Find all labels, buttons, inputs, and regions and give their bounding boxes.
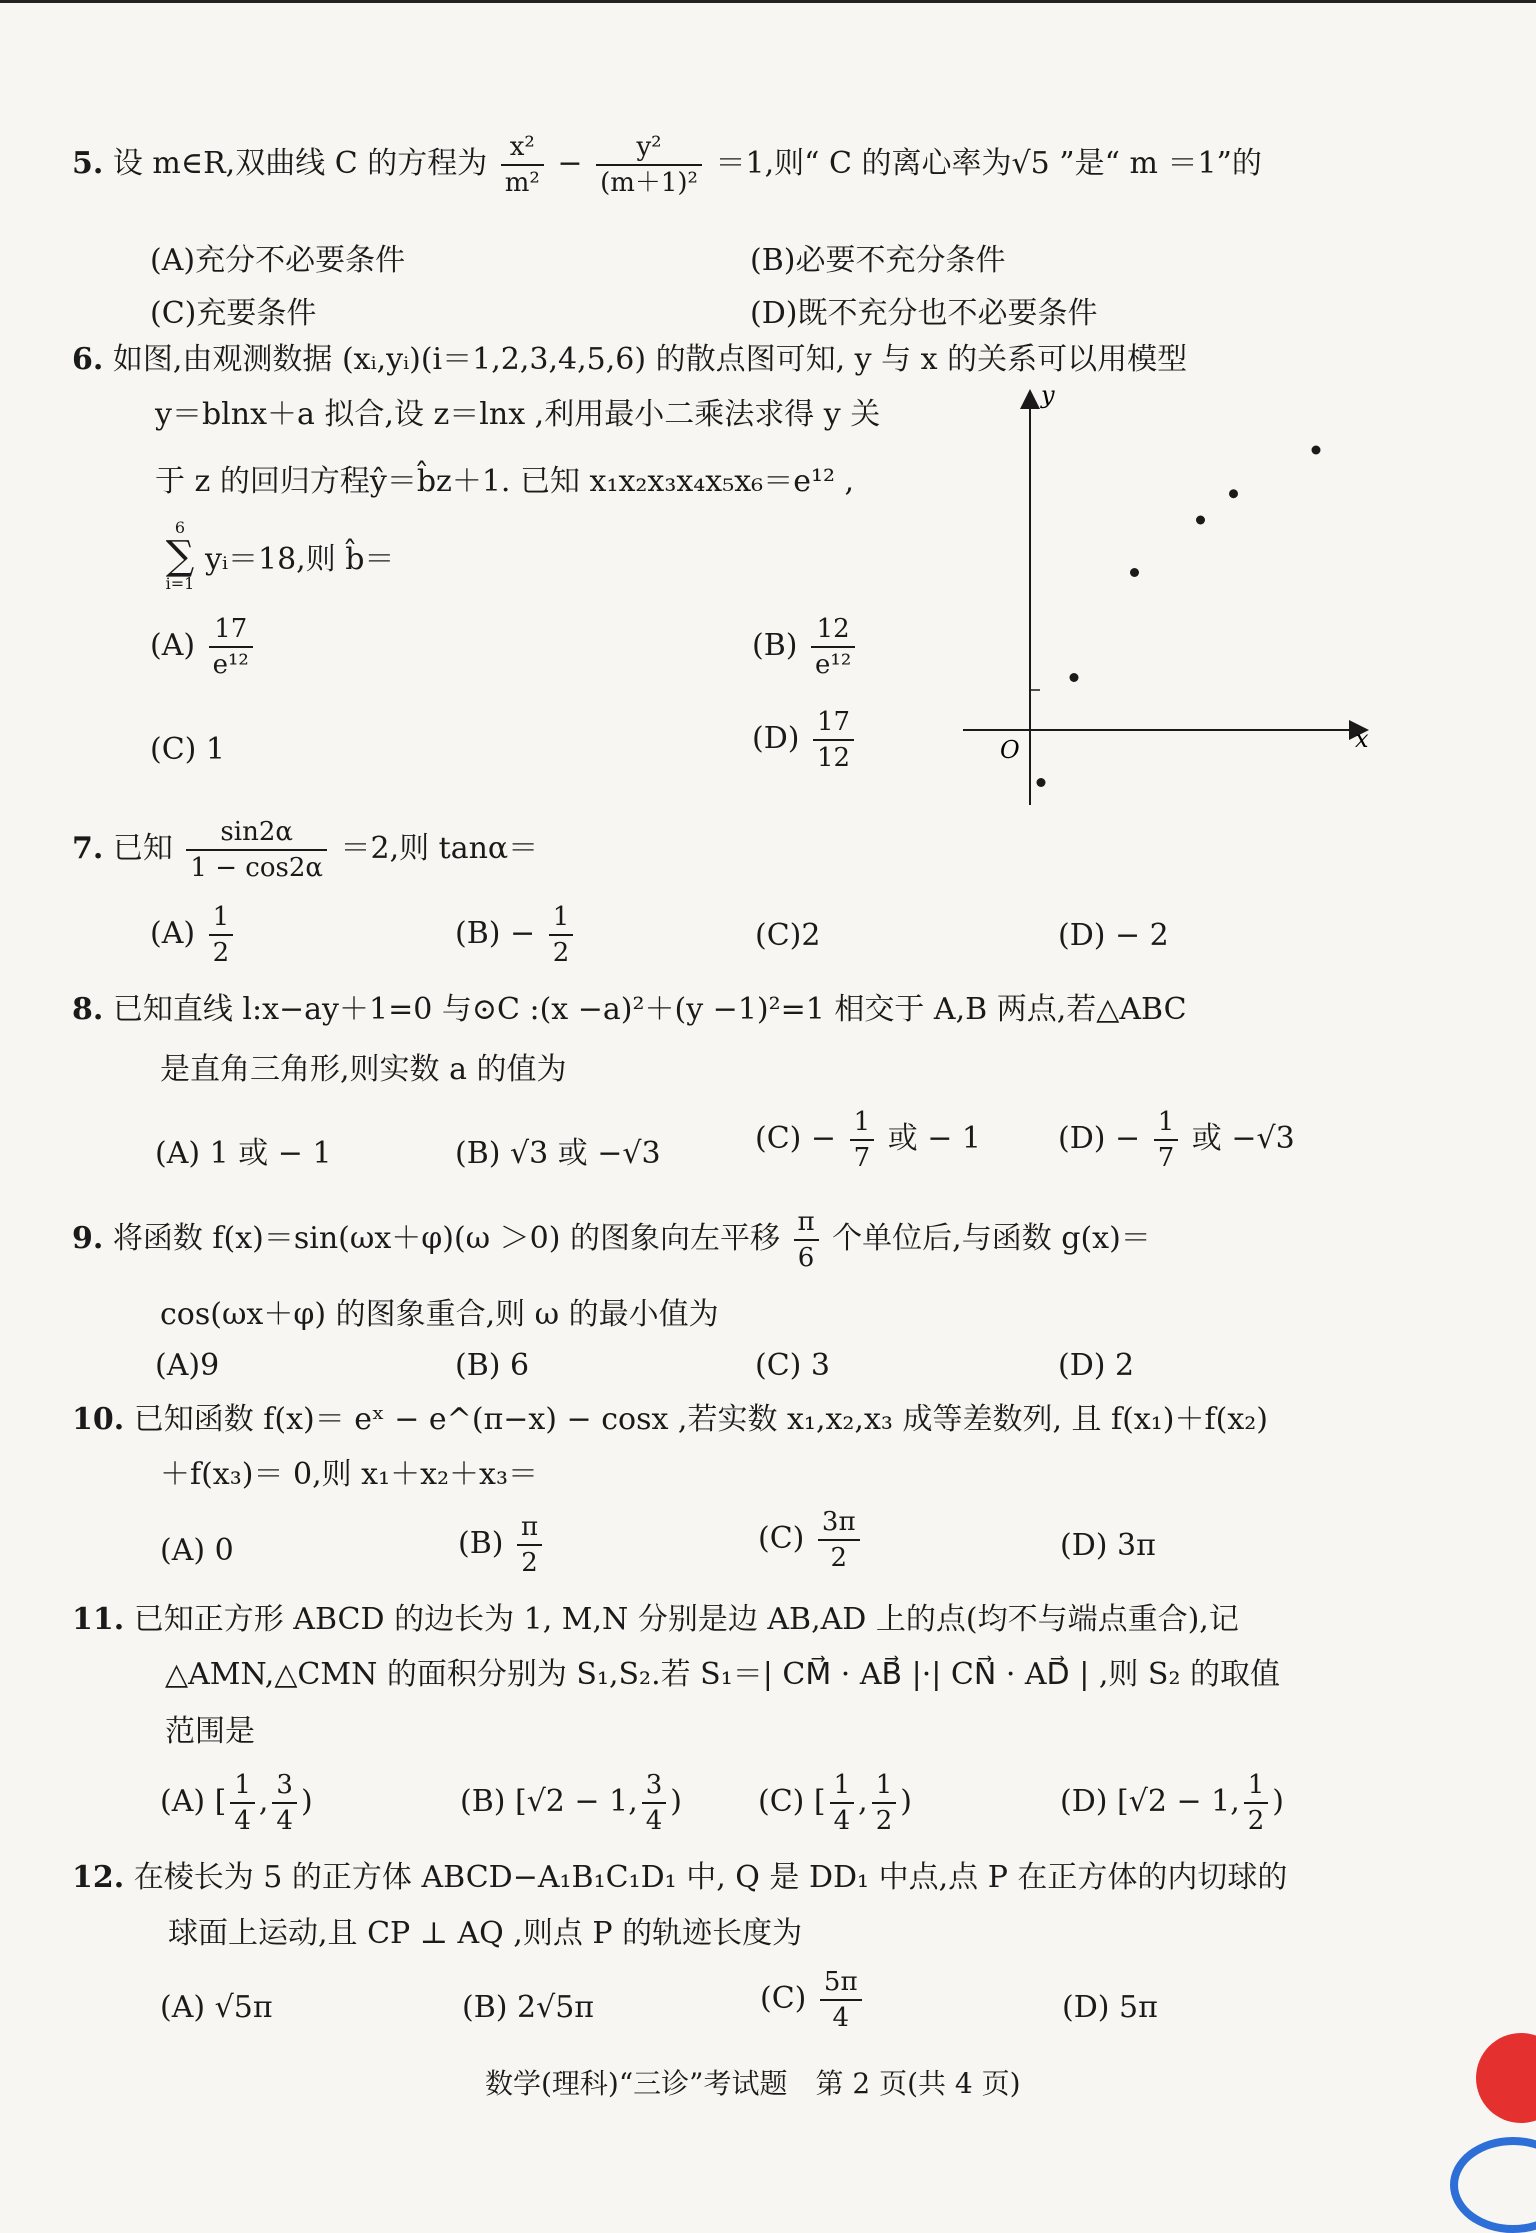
q9-option-b: (B) 6: [455, 1348, 530, 1383]
q7-fraction: $\frac{\sin 2\alpha}{1 - \cos 2\alpha}$: [186, 815, 327, 885]
q11-line-2: △AMN,△CMN 的面积分别为 S₁,S₂.若 S₁＝| CM⃗ · AB⃗ |·| CN⃗ · AD⃗ | ,则 S₂ 的取值: [165, 1657, 1281, 1692]
q5-option-a: (A)充分不必要条件: [150, 243, 406, 278]
q10-line-2: ＋f(x₃)＝ 0,则 x₁＋x₂＋x₃＝: [160, 1457, 538, 1492]
q10-option-d: (D) 3π: [1060, 1528, 1156, 1563]
q7-option-b: (B) − $\frac{1}{2}$: [455, 900, 577, 970]
summation: [160, 520, 200, 592]
question-number: 8.: [72, 992, 104, 1027]
q10-option-a: (A) 0: [160, 1533, 234, 1568]
q11-option-d: (D) [√2 − 1, $\frac{1}{2}$ ): [1060, 1770, 1285, 1836]
scatter-point: [1229, 489, 1238, 498]
question-number: 7.: [72, 831, 104, 866]
q9-line-1b: 个单位后,与函数 g(x)＝: [832, 1221, 1151, 1256]
q11-option-b: (B) [√2 − 1, $\frac{3}{4}$ ): [460, 1770, 682, 1836]
scatter-point: [1312, 446, 1321, 455]
q5-option-b: (B)必要不充分条件: [750, 243, 1006, 278]
q8-option-c: (C) − $\frac{1}{7}$ 或 − 1: [755, 1107, 981, 1173]
q12-option-b: (B) 2√5π: [462, 1990, 594, 2025]
q8-option-b: (B) √3 或 −√3: [455, 1136, 661, 1171]
question-number: 10.: [72, 1402, 125, 1437]
q6-line-3: 于 z 的回归方程ŷ＝b̂z＋1. 已知 x₁x₂x₃x₄x₅x₆＝e¹² ,: [155, 464, 855, 499]
q9-fraction: $\frac{\pi}{6}$: [794, 1205, 819, 1275]
q9-line-2: cos(ωx＋φ) 的图象重合,则 ω 的最小值为: [160, 1297, 719, 1332]
q11-option-a: (A) [ $\frac{1}{4}$ , $\frac{3}{4}$ ): [160, 1770, 313, 1836]
q6-line-2: y＝blnx＋a 拟合,设 z＝lnx ,利用最小二乘法求得 y 关: [155, 397, 881, 432]
q5-option-c: (C)充要条件: [150, 296, 317, 331]
q12-option-c: (C) $\frac{5\pi}{4}$: [760, 1965, 866, 2035]
scatter-point: [1196, 516, 1205, 525]
question-number: 6.: [72, 342, 104, 377]
q10-line-1-text: 已知函数 f(x)＝ eˣ − e^(π−x) − cosx ,若实数 x₁,x₂,x₃ 成等差数列, 且 f(x₁)＋f(x₂): [133, 1402, 1268, 1437]
q5-option-d: (D)既不充分也不必要条件: [750, 296, 1098, 331]
sum-upper: 6: [174, 518, 186, 537]
question-number: 11.: [72, 1602, 125, 1637]
q6-option-b: (B) $\frac{12}{\text{e¹²}}$: [752, 612, 859, 682]
q12-line-1-text: 在棱长为 5 的正方体 ABCD−A₁B₁C₁D₁ 中, Q 是 DD₁ 中点,点 P 在正方体的内切球的: [133, 1860, 1288, 1895]
q12-option-a: (A) √5π: [160, 1990, 273, 2025]
question-12-line-1: [72, 1858, 1287, 1898]
scatter-points: [1030, 446, 1321, 788]
q5-stem-a: 设 m∈R,双曲线 C 的方程为: [112, 146, 488, 181]
q5-stem-b: ＝1,则“ C 的离心率为√5 ”是“ m ＝1”的: [715, 146, 1262, 181]
question-8-line-1: [72, 990, 1187, 1030]
q7-option-d: (D) − 2: [1058, 918, 1169, 953]
question-7-stem: [72, 815, 538, 885]
q12-line-2: 球面上运动,且 CP ⊥ AQ ,则点 P 的轨迹长度为: [168, 1916, 803, 1951]
question-number: 5.: [72, 146, 104, 181]
q12-option-d: (D) 5π: [1062, 1990, 1158, 2025]
q8-option-a: (A) 1 或 − 1: [155, 1136, 332, 1171]
q6-line-1-text: 如图,由观测数据 (xᵢ,yᵢ)(i＝1,2,3,4,5,6) 的散点图可知, y 与 x 的关系可以用模型: [112, 342, 1188, 377]
q8-line-1-text: 已知直线 l:x−ay＋1=0 与⊙C :(x −a)²＋(y −1)²=1 相交于 A,B 两点,若△ABC: [112, 992, 1187, 1027]
q6-option-a: (A) $\frac{17}{\text{e¹²}}$: [150, 612, 257, 682]
question-number: 9.: [72, 1221, 104, 1256]
top-border: [0, 0, 1536, 3]
question-number: 12.: [72, 1860, 125, 1895]
red-circle-decoration: [1476, 2033, 1536, 2123]
question-10-line-1: [72, 1400, 1268, 1440]
sum-symbol: ∑: [165, 533, 195, 579]
scatter-plot: [955, 385, 1375, 815]
q6-option-d: (D) $\frac{17}{12}$: [752, 705, 858, 775]
q7-pre: 已知: [112, 831, 173, 866]
scatter-point: [1070, 673, 1079, 682]
minus-sign: −: [557, 146, 583, 181]
q5-fraction-1: $\frac{\text{x²}}{\text{m²}}$: [501, 130, 544, 200]
q6-option-c: (C) 1: [150, 732, 225, 767]
origin-label: O: [1000, 736, 1020, 764]
question-11-line-1: [72, 1600, 1239, 1640]
y-axis-label: y: [1041, 385, 1055, 409]
q7-option-c: (C)2: [755, 918, 821, 953]
sum-lower: i=1: [165, 574, 195, 593]
q10-option-b: (B) $\frac{\pi}{2}$: [458, 1510, 546, 1580]
q7-post: ＝2,则 tanα＝: [340, 831, 539, 866]
blue-ring-decoration: [1450, 2137, 1536, 2233]
q9-option-d: (D) 2: [1058, 1348, 1135, 1383]
q9-option-c: (C) 3: [755, 1348, 830, 1383]
question-6-line-1: [72, 340, 1187, 380]
q11-line-3: 范围是: [165, 1714, 255, 1749]
page-footer: 数学(理科)“三诊”考试题 第 2 页(共 4 页): [485, 2067, 1021, 2100]
q9-option-a: (A)9: [155, 1348, 220, 1383]
scatter-point: [1037, 778, 1046, 787]
q5-fraction-2: $\frac{\text{y²}}{\text{(m＋1)²}}$: [596, 130, 702, 200]
q9-line-1a: 将函数 f(x)＝sin(ωx＋φ)(ω ＞0) 的图象向左平移: [112, 1221, 780, 1256]
question-9-line-1: [72, 1205, 1151, 1275]
question-5-stem: [72, 130, 1262, 200]
q11-line-1-text: 已知正方形 ABCD 的边长为 1, M,N 分别是边 AB,AD 上的点(均不与端点重合),记: [133, 1602, 1239, 1637]
q8-line-2: 是直角三角形,则实数 a 的值为: [160, 1052, 567, 1087]
q8-option-d: (D) − $\frac{1}{7}$ 或 −√3: [1058, 1107, 1295, 1173]
x-axis-label: x: [1355, 725, 1369, 753]
q11-option-c: (C) [ $\frac{1}{4}$ , $\frac{1}{2}$ ): [758, 1770, 912, 1836]
scatter-point: [1130, 568, 1139, 577]
q7-option-a: (A) $\frac{1}{2}$: [150, 900, 237, 970]
q10-option-c: (C) $\frac{3\pi}{2}$: [758, 1505, 864, 1575]
q6-line-4: yᵢ＝18,则 b̂＝: [205, 542, 395, 577]
